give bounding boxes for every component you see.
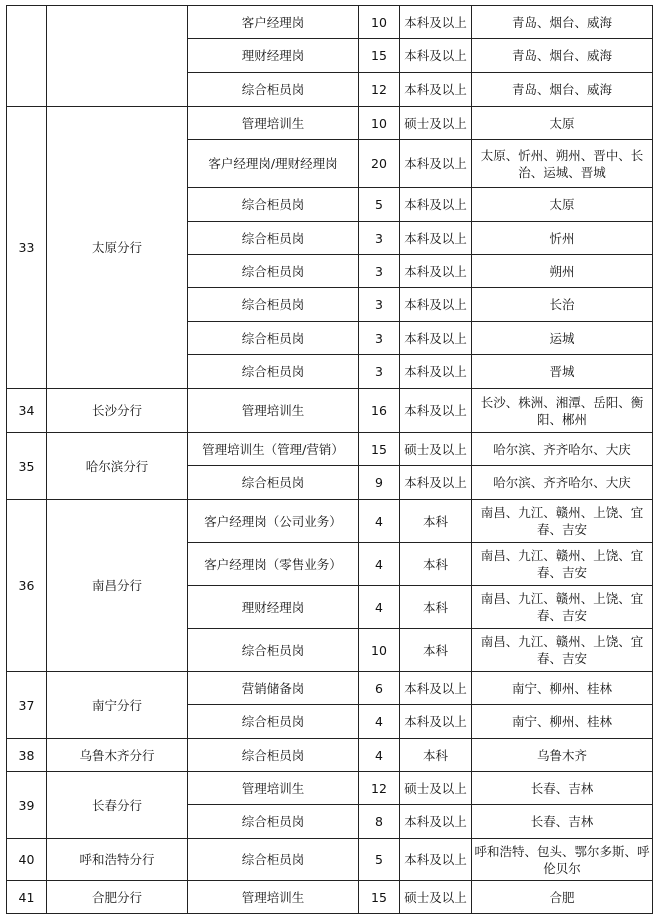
branch-cell: 呼和浩特分行 [47,839,188,881]
table-row [7,6,653,39]
education-cell: 本科 [400,543,472,586]
row-number-cell: 37 [7,672,47,739]
location-cell: 太原 [472,107,653,140]
count-cell: 15 [359,39,400,73]
education-cell: 本科及以上 [400,73,472,107]
education-cell: 本科及以上 [400,672,472,705]
location-cell: 长春、吉林 [472,805,653,839]
count-cell: 16 [359,389,400,433]
table-row [7,500,653,543]
location-cell: 南昌、九江、赣州、上饶、宜春、吉安 [472,500,653,543]
location-cell: 乌鲁木齐 [472,739,653,772]
count-cell: 4 [359,705,400,739]
location-cell: 南昌、九江、赣州、上饶、宜春、吉安 [472,543,653,586]
education-cell: 本科及以上 [400,355,472,389]
position-cell: 综合柜员岗 [188,805,359,839]
education-cell: 本科 [400,500,472,543]
location-cell: 南宁、柳州、桂林 [472,705,653,739]
row-number-cell: 41 [7,881,47,914]
education-cell: 本科及以上 [400,255,472,288]
location-cell: 晋城 [472,355,653,389]
count-cell: 8 [359,805,400,839]
location-cell: 朔州 [472,255,653,288]
row-number-cell: 36 [7,500,47,672]
education-cell: 本科及以上 [400,839,472,881]
count-cell: 10 [359,107,400,140]
count-cell: 12 [359,772,400,805]
position-cell: 综合柜员岗 [188,73,359,107]
position-cell: 理财经理岗 [188,586,359,629]
location-cell: 青岛、烟台、威海 [472,39,653,73]
position-cell: 管理培训生 [188,881,359,914]
location-cell: 运城 [472,322,653,355]
location-cell: 南昌、九江、赣州、上饶、宜春、吉安 [472,629,653,672]
position-cell: 综合柜员岗 [188,705,359,739]
branch-cell: 太原分行 [47,107,188,389]
education-cell: 本科及以上 [400,39,472,73]
education-cell: 本科 [400,629,472,672]
education-cell: 本科及以上 [400,222,472,255]
education-cell: 本科及以上 [400,389,472,433]
position-cell: 客户经理岗 [188,6,359,39]
branch-cell: 南昌分行 [47,500,188,672]
table-row [7,672,653,705]
count-cell: 15 [359,433,400,466]
count-cell: 10 [359,6,400,39]
branch-cell: 合肥分行 [47,881,188,914]
count-cell: 3 [359,222,400,255]
education-cell: 硕士及以上 [400,433,472,466]
position-cell: 综合柜员岗 [188,739,359,772]
table-row [7,389,653,433]
count-cell: 4 [359,500,400,543]
location-cell: 哈尔滨、齐齐哈尔、大庆 [472,433,653,466]
location-cell: 长春、吉林 [472,772,653,805]
location-cell: 呼和浩特、包头、鄂尔多斯、呼伦贝尔 [472,839,653,881]
location-cell: 青岛、烟台、威海 [472,73,653,107]
position-cell: 综合柜员岗 [188,188,359,222]
location-cell: 长治 [472,288,653,322]
position-cell: 营销储备岗 [188,672,359,705]
count-cell: 6 [359,672,400,705]
position-cell: 管理培训生（管理/营销） [188,433,359,466]
position-cell: 综合柜员岗 [188,322,359,355]
row-number-cell: 39 [7,772,47,839]
education-cell: 硕士及以上 [400,881,472,914]
position-cell: 综合柜员岗 [188,466,359,500]
position-cell: 综合柜员岗 [188,629,359,672]
count-cell: 3 [359,288,400,322]
position-cell: 管理培训生 [188,107,359,140]
education-cell: 本科及以上 [400,188,472,222]
count-cell: 4 [359,543,400,586]
location-cell: 合肥 [472,881,653,914]
branch-cell: 乌鲁木齐分行 [47,739,188,772]
location-cell: 太原 [472,188,653,222]
branch-cell: 南宁分行 [47,672,188,739]
education-cell: 本科 [400,586,472,629]
position-cell: 管理培训生 [188,389,359,433]
education-cell: 本科及以上 [400,6,472,39]
position-cell: 综合柜员岗 [188,288,359,322]
position-cell: 客户经理岗（零售业务） [188,543,359,586]
table-row [7,739,653,772]
location-cell: 哈尔滨、齐齐哈尔、大庆 [472,466,653,500]
row-number-cell: 34 [7,389,47,433]
branch-cell: 长春分行 [47,772,188,839]
branch-cell: 哈尔滨分行 [47,433,188,500]
location-cell: 长沙、株洲、湘潭、岳阳、衡阳、郴州 [472,389,653,433]
row-number-cell: 33 [7,107,47,389]
count-cell: 3 [359,255,400,288]
count-cell: 9 [359,466,400,500]
count-cell: 4 [359,586,400,629]
position-cell: 管理培训生 [188,772,359,805]
count-cell: 4 [359,739,400,772]
position-cell: 综合柜员岗 [188,839,359,881]
row-number-cell [7,6,47,107]
location-cell: 太原、忻州、朔州、晋中、长治、运城、晋城 [472,140,653,188]
location-cell: 忻州 [472,222,653,255]
location-cell: 南昌、九江、赣州、上饶、宜春、吉安 [472,586,653,629]
count-cell: 3 [359,355,400,389]
position-cell: 综合柜员岗 [188,222,359,255]
position-cell: 客户经理岗（公司业务） [188,500,359,543]
position-cell: 理财经理岗 [188,39,359,73]
count-cell: 3 [359,322,400,355]
count-cell: 20 [359,140,400,188]
education-cell: 本科及以上 [400,322,472,355]
table-body [7,6,653,914]
count-cell: 5 [359,188,400,222]
branch-cell [47,6,188,107]
position-cell: 客户经理岗/理财经理岗 [188,140,359,188]
education-cell: 硕士及以上 [400,107,472,140]
position-cell: 综合柜员岗 [188,355,359,389]
education-cell: 本科及以上 [400,705,472,739]
count-cell: 12 [359,73,400,107]
recruitment-table [6,5,653,914]
count-cell: 5 [359,839,400,881]
table-row [7,881,653,914]
branch-cell: 长沙分行 [47,389,188,433]
count-cell: 10 [359,629,400,672]
row-number-cell: 40 [7,839,47,881]
education-cell: 本科及以上 [400,805,472,839]
count-cell: 15 [359,881,400,914]
row-number-cell: 35 [7,433,47,500]
position-cell: 综合柜员岗 [188,255,359,288]
row-number-cell: 38 [7,739,47,772]
table-row [7,772,653,805]
location-cell: 南宁、柳州、桂林 [472,672,653,705]
education-cell: 本科及以上 [400,140,472,188]
table-row [7,433,653,466]
table-row [7,839,653,881]
education-cell: 本科及以上 [400,288,472,322]
education-cell: 本科 [400,739,472,772]
table-row [7,107,653,140]
education-cell: 本科及以上 [400,466,472,500]
location-cell: 青岛、烟台、威海 [472,6,653,39]
education-cell: 硕士及以上 [400,772,472,805]
